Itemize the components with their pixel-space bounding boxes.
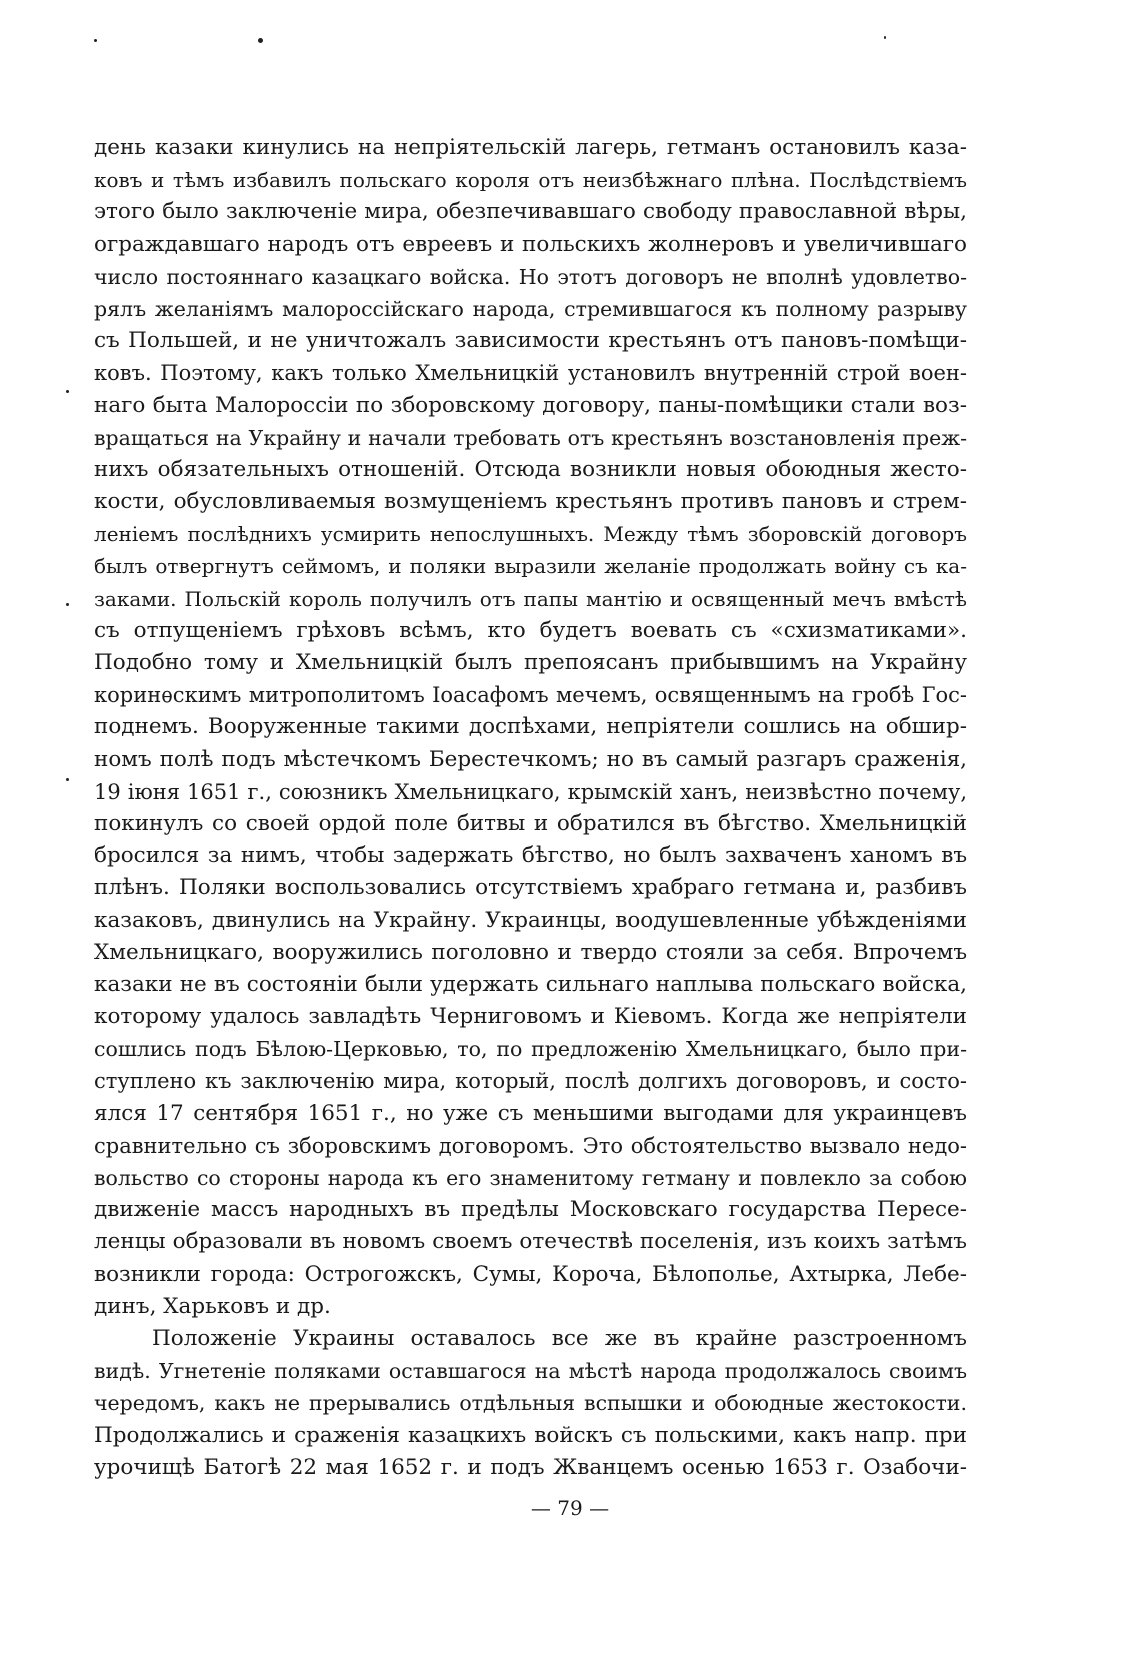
text-line: динъ, Харьковъ и др. xyxy=(94,1293,331,1319)
scan-speck xyxy=(66,778,69,781)
text-line: ковъ и тѣмъ избавилъ польскаго короля отъ неизбѣжнаго плѣна. Послѣдствіемъ xyxy=(94,168,967,193)
text-line: ступлено къ заключенію мира, который, послѣ долгихъ договоровъ, и состо- xyxy=(94,1069,967,1094)
text-line: число постояннаго казацкаго войска. Но этотъ договоръ не вполнѣ удовлетво- xyxy=(94,264,967,289)
text-line: Подобно тому и Хмельницкій былъ препоясанъ прибывшимъ на Украйну xyxy=(94,650,967,675)
scan-speck xyxy=(884,36,886,39)
text-line: съ Польшей, и не уничтожалъ зависимости крестьянъ отъ пановъ-помѣщи- xyxy=(94,328,967,354)
text-line: вращаться на Украйну и начали требовать отъ крестьянъ возстановленія преж- xyxy=(94,425,967,450)
text-line: видѣ. Угнетеніе поляками оставшагося на мѣстѣ народа продолжалось своимъ xyxy=(94,1359,967,1384)
text-line: рялъ желаніямъ малороссійскаго народа, стремившагося къ полному разрыву xyxy=(94,296,967,321)
main-text xyxy=(94,132,967,1484)
text-line: коринѳскимъ митрополитомъ Іоасафомъ мечемъ, освященнымъ на гробѣ Гос- xyxy=(94,683,967,708)
text-line: нихъ обязательныхъ отношеній. Отсюда возникли новыя обоюдныя жесто- xyxy=(94,456,967,482)
text-line: поднемъ. Вооруженные такими доспѣхами, непріятели сошлись на обшир- xyxy=(94,714,967,740)
text-line: ковъ. Поэтому, какъ только Хмельницкій установилъ внутренній строй воен- xyxy=(94,361,967,386)
text-line: казаковъ, двинулись на Украйну. Украинцы, воодушевленные убѣжденіями xyxy=(94,907,967,933)
text-line: казаки не въ состояніи были удержать сильнаго наплыва польскаго войска, xyxy=(94,971,967,997)
text-line: которому удалось завладѣть Черниговомъ и Кіевомъ. Когда же непріятели xyxy=(94,1004,967,1030)
scan-speck xyxy=(66,390,69,393)
text-line: кости, обусловливаемыя возмущеніемъ крестьянъ противъ пановъ и стрем- xyxy=(94,489,967,515)
text-line: 19 іюня 1651 г., союзникъ Хмельницкаго, крымскій ханъ, неизвѣстно почему, xyxy=(94,779,967,804)
text-line: сравнительно съ зборовскимъ договоромъ. Это обстоятельство вызвало недо- xyxy=(94,1133,967,1158)
scan-speck xyxy=(258,38,263,43)
text-line: сошлись подъ Бѣлою-Церковью, то, по предложенію Хмельницкаго, было при- xyxy=(94,1037,967,1062)
paragraph-1 xyxy=(94,132,967,1323)
text-line: этого было заключеніе мира, обезпечивавшаго свободу православной вѣры, xyxy=(94,199,967,225)
text-line: бросился за нимъ, чтобы задержать бѣгство, но былъ захваченъ ханомъ въ xyxy=(94,843,967,869)
text-line: движеніе массъ народныхъ въ предѣлы Московскаго государства Пересе- xyxy=(94,1197,967,1223)
text-line: Положеніе Украины оставалось все же въ крайне разстроенномъ xyxy=(152,1325,967,1351)
paragraph-2 xyxy=(94,1323,967,1484)
text-line: ялся 17 сентября 1651 г., но уже съ меньшими выгодами для украинцевъ xyxy=(94,1100,967,1126)
text-line: наго быта Малороссіи по зборовскому договору, паны-помѣщики стали воз- xyxy=(94,392,967,418)
text-line: плѣнъ. Поляки воспользовались отсутствіемъ храбраго гетмана и, разбивъ xyxy=(94,875,967,901)
text-line: былъ отвергнутъ сеймомъ, и поляки выразили желаніе продолжать войну съ ка- xyxy=(94,554,967,579)
text-line: урочищѣ Батогѣ 22 мая 1652 г. и подъ Жванцемъ осенью 1653 г. Озабочи- xyxy=(94,1454,967,1480)
text-line: съ отпущеніемъ грѣховъ всѣмъ, кто будетъ воевать съ «схизматиками». xyxy=(94,617,967,643)
text-line: возникли города: Острогожскъ, Сумы, Короча, Бѣлополье, Ахтырка, Лебе- xyxy=(94,1261,967,1287)
text-line: Хмельницкаго, вооружились поголовно и твердо стояли за себя. Впрочемъ xyxy=(94,939,967,965)
text-line: ограждавшаго народъ отъ евреевъ и польскихъ жолнеровъ и увеличившаго xyxy=(94,231,967,257)
text-line: Продолжались и сраженія казацкихъ войскъ съ польскими, какъ напр. при xyxy=(94,1422,967,1448)
text-line: вольство со стороны народа къ его знаменитому гетману и повлекло за собою xyxy=(94,1166,967,1190)
text-line: день казаки кинулись на непріятельскій лагерь, гетманъ остановилъ каза- xyxy=(94,135,967,160)
scan-speck xyxy=(66,603,69,606)
page-number: — 79 — xyxy=(530,1496,610,1520)
text-line: заками. Польскій король получилъ отъ папы мантію и освященный мечъ вмѣстѣ xyxy=(94,586,967,611)
text-line: чередомъ, какъ не прерывались отдѣльныя вспышки и обоюдные жестокости. xyxy=(94,1391,967,1416)
text-line: номъ полѣ подъ мѣстечкомъ Берестечкомъ; но въ самый разгаръ сраженія, xyxy=(94,746,967,772)
scan-speck xyxy=(94,39,97,42)
text-line: ленцы образовали въ новомъ своемъ отечествѣ поселенія, изъ коихъ затѣмъ xyxy=(94,1229,967,1255)
text-line: леніемъ послѣднихъ усмирить непослушныхъ. Между тѣмъ зборовскій договоръ xyxy=(94,522,967,547)
text-line: покинулъ со своей ордой поле битвы и обратился въ бѣгство. Хмельницкій xyxy=(94,810,967,836)
